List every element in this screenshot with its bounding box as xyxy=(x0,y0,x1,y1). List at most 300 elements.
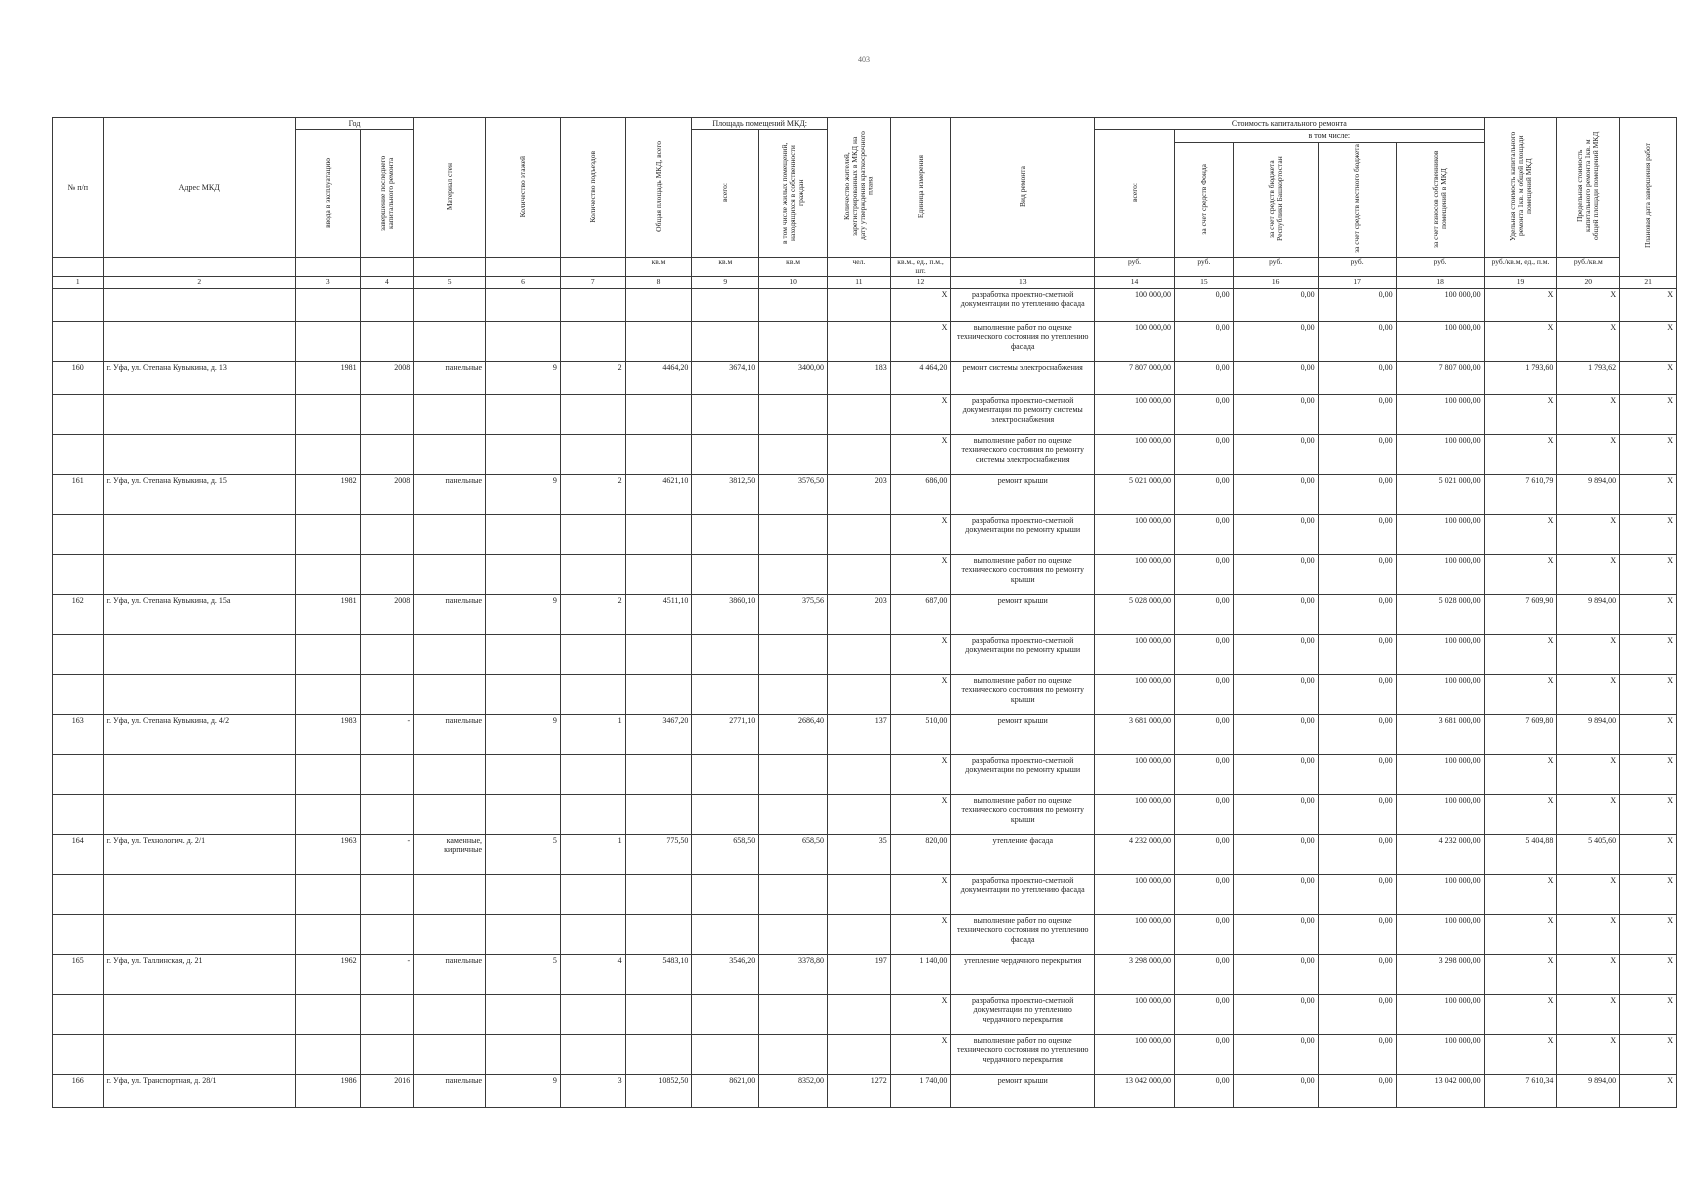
cell-address xyxy=(103,634,295,674)
cell-unit-value: 1 140,00 xyxy=(890,954,951,994)
cell-planned-date: X xyxy=(1620,1034,1677,1074)
cell-year-last-repair: 2016 xyxy=(360,1074,414,1107)
cell-year-commission: 1982 xyxy=(295,474,360,514)
cell-year-last-repair xyxy=(360,554,414,594)
cell-residential-area xyxy=(759,874,828,914)
cell-cost-local: 0,00 xyxy=(1318,754,1396,794)
cell-cost-owners: 100 000,00 xyxy=(1396,994,1484,1034)
cell-row-number xyxy=(53,794,104,834)
cell-residents xyxy=(827,288,890,321)
cell-year-commission: 1981 xyxy=(295,594,360,634)
cell-year-last-repair xyxy=(360,874,414,914)
cell-cost-total: 100 000,00 xyxy=(1095,514,1175,554)
cell-cost-republic: 0,00 xyxy=(1233,594,1318,634)
cell-limit-cost: 9 894,00 xyxy=(1557,474,1620,514)
header-year-commission: ввода в эксплуатацию xyxy=(322,157,332,228)
cell-residential-area: 3576,50 xyxy=(759,474,828,514)
cell-floors xyxy=(486,994,561,1034)
cell-planned-date: X xyxy=(1620,1074,1677,1107)
cell-wall-material: панельные xyxy=(414,474,486,514)
header-specific-cost: Удельная стоимость капитального ремонта 1кв. м общей площади помещений МКД xyxy=(1484,118,1557,258)
cell-residents: 203 xyxy=(827,594,890,634)
cell-cost-local: 0,00 xyxy=(1318,914,1396,954)
cell-address: г. Уфа, ул. Степана Кувыкина, д. 13 xyxy=(103,361,295,394)
cell-row-number xyxy=(53,1034,104,1074)
header-work-type: Вид ремонта xyxy=(951,118,1095,258)
cell-row-number: 161 xyxy=(53,474,104,514)
cell-premises-area: 3812,50 xyxy=(692,474,759,514)
cell-year-commission xyxy=(295,794,360,834)
cell-planned-date: X xyxy=(1620,594,1677,634)
header-planned-date: Плановая дата завершения работ xyxy=(1620,118,1677,277)
cell-unit-value: X xyxy=(890,554,951,594)
cell-address xyxy=(103,1034,295,1074)
cell-cost-fund: 0,00 xyxy=(1175,794,1234,834)
cell-premises-area xyxy=(692,1034,759,1074)
cell-work-type: утепление фасада xyxy=(951,834,1095,874)
cell-cost-total: 100 000,00 xyxy=(1095,794,1175,834)
table-row xyxy=(53,288,1677,321)
cell-specific-cost: 1 793,60 xyxy=(1484,361,1557,394)
cell-work-type: ремонт крыши xyxy=(951,474,1095,514)
cell-year-commission: 1962 xyxy=(295,954,360,994)
cell-year-commission xyxy=(295,994,360,1034)
cell-cost-fund: 0,00 xyxy=(1175,754,1234,794)
cell-residents xyxy=(827,634,890,674)
cell-residents: 35 xyxy=(827,834,890,874)
cell-cost-local: 0,00 xyxy=(1318,394,1396,434)
cell-floors xyxy=(486,394,561,434)
table-row xyxy=(53,361,1677,394)
cell-cost-owners: 100 000,00 xyxy=(1396,288,1484,321)
cell-limit-cost: X xyxy=(1557,514,1620,554)
cell-cost-fund: 0,00 xyxy=(1175,474,1234,514)
cell-entrances xyxy=(560,674,625,714)
cell-wall-material xyxy=(414,321,486,361)
cell-entrances: 2 xyxy=(560,594,625,634)
cell-unit-value: X xyxy=(890,754,951,794)
cell-cost-republic: 0,00 xyxy=(1233,754,1318,794)
cell-premises-area xyxy=(692,994,759,1034)
table-row xyxy=(53,1074,1677,1107)
cell-residents xyxy=(827,674,890,714)
cell-residents xyxy=(827,794,890,834)
cell-wall-material xyxy=(414,434,486,474)
cell-row-number xyxy=(53,754,104,794)
cell-work-type: выполнение работ по оценке технического состояния по утеплению фасада xyxy=(951,321,1095,361)
cell-wall-material xyxy=(414,794,486,834)
cell-year-commission: 1986 xyxy=(295,1074,360,1107)
cell-cost-total: 100 000,00 xyxy=(1095,914,1175,954)
cell-planned-date: X xyxy=(1620,554,1677,594)
cell-planned-date: X xyxy=(1620,394,1677,434)
cell-cost-total: 100 000,00 xyxy=(1095,874,1175,914)
cell-row-number xyxy=(53,394,104,434)
cell-address xyxy=(103,754,295,794)
cell-total-area xyxy=(625,288,692,321)
cell-unit-value: X xyxy=(890,321,951,361)
cell-year-last-repair xyxy=(360,794,414,834)
cell-work-type: разработка проектно-сметной документации по ремонту крыши xyxy=(951,514,1095,554)
cell-work-type: выполнение работ по оценке технического состояния по ремонту крыши xyxy=(951,794,1095,834)
column-numbers-row: 1 2 3 4 5 6 7 8 9 10 11 12 13 14 15 16 17 18 19 20 21 xyxy=(53,277,1677,289)
cell-residents xyxy=(827,321,890,361)
page-number: 403 xyxy=(858,55,870,64)
cell-planned-date: X xyxy=(1620,874,1677,914)
cell-address xyxy=(103,394,295,434)
cell-limit-cost: X xyxy=(1557,954,1620,994)
cell-residential-area xyxy=(759,754,828,794)
cell-address xyxy=(103,914,295,954)
cell-unit-value: X xyxy=(890,794,951,834)
cell-total-area: 4621,10 xyxy=(625,474,692,514)
cell-specific-cost: X xyxy=(1484,794,1557,834)
cell-work-type: выполнение работ по оценке технического состояния по утеплению фасада xyxy=(951,914,1095,954)
cell-residents: 203 xyxy=(827,474,890,514)
cell-cost-owners: 13 042 000,00 xyxy=(1396,1074,1484,1107)
cell-row-number: 162 xyxy=(53,594,104,634)
cell-premises-area: 2771,10 xyxy=(692,714,759,754)
cell-row-number: 164 xyxy=(53,834,104,874)
header-year: Год xyxy=(295,118,413,130)
cell-year-commission xyxy=(295,554,360,594)
table-row xyxy=(53,474,1677,514)
cell-premises-area xyxy=(692,874,759,914)
cell-floors xyxy=(486,321,561,361)
table-row xyxy=(53,714,1677,754)
cell-planned-date: X xyxy=(1620,794,1677,834)
cell-cost-republic: 0,00 xyxy=(1233,954,1318,994)
cell-cost-fund: 0,00 xyxy=(1175,594,1234,634)
cell-cost-owners: 5 028 000,00 xyxy=(1396,594,1484,634)
header-total-area: Общая площадь МКД, всего xyxy=(625,118,692,258)
cell-wall-material: каменные, кирпичные xyxy=(414,834,486,874)
cell-cost-local: 0,00 xyxy=(1318,994,1396,1034)
cell-entrances xyxy=(560,434,625,474)
cell-cost-owners: 3 681 000,00 xyxy=(1396,714,1484,754)
cell-cost-total: 100 000,00 xyxy=(1095,994,1175,1034)
cell-specific-cost: 7 610,79 xyxy=(1484,474,1557,514)
cell-row-number xyxy=(53,914,104,954)
cell-cost-total: 4 232 000,00 xyxy=(1095,834,1175,874)
cell-address: г. Уфа, ул. Транспортная, д. 28/1 xyxy=(103,1074,295,1107)
cell-residents: 197 xyxy=(827,954,890,994)
cell-entrances xyxy=(560,1034,625,1074)
cell-cost-total: 13 042 000,00 xyxy=(1095,1074,1175,1107)
cell-floors xyxy=(486,514,561,554)
cell-cost-local: 0,00 xyxy=(1318,1034,1396,1074)
cell-total-area xyxy=(625,434,692,474)
cell-year-commission xyxy=(295,874,360,914)
cell-specific-cost: X xyxy=(1484,914,1557,954)
cell-residential-area xyxy=(759,914,828,954)
cell-specific-cost: X xyxy=(1484,954,1557,994)
cell-cost-local: 0,00 xyxy=(1318,954,1396,994)
cell-cost-owners: 100 000,00 xyxy=(1396,394,1484,434)
cell-specific-cost: X xyxy=(1484,554,1557,594)
cell-specific-cost: 5 404,88 xyxy=(1484,834,1557,874)
cell-cost-owners: 100 000,00 xyxy=(1396,554,1484,594)
cell-cost-total: 100 000,00 xyxy=(1095,1034,1175,1074)
cell-cost-owners: 100 000,00 xyxy=(1396,434,1484,474)
cell-planned-date: X xyxy=(1620,754,1677,794)
cell-limit-cost: X xyxy=(1557,794,1620,834)
cell-specific-cost: X xyxy=(1484,674,1557,714)
cell-total-area xyxy=(625,994,692,1034)
cell-cost-total: 7 807 000,00 xyxy=(1095,361,1175,394)
table-row xyxy=(53,634,1677,674)
cell-cost-republic: 0,00 xyxy=(1233,794,1318,834)
cell-year-commission xyxy=(295,321,360,361)
cell-cost-owners: 100 000,00 xyxy=(1396,914,1484,954)
header-address: Адрес МКД xyxy=(103,118,295,258)
header-cost-total: всего: xyxy=(1129,183,1139,203)
cell-year-commission xyxy=(295,288,360,321)
cell-unit-value: X xyxy=(890,994,951,1034)
cell-planned-date: X xyxy=(1620,474,1677,514)
cell-residential-area xyxy=(759,634,828,674)
cell-cost-local: 0,00 xyxy=(1318,514,1396,554)
header-entrances: Количество подъездов xyxy=(560,118,625,258)
table-row xyxy=(53,994,1677,1034)
cell-cost-republic: 0,00 xyxy=(1233,834,1318,874)
cell-residential-area: 8352,00 xyxy=(759,1074,828,1107)
header-no: № п/п xyxy=(53,118,104,258)
cell-specific-cost: X xyxy=(1484,874,1557,914)
table-row xyxy=(53,514,1677,554)
cell-work-type: ремонт крыши xyxy=(951,714,1095,754)
cell-premises-area: 3674,10 xyxy=(692,361,759,394)
cell-specific-cost: X xyxy=(1484,288,1557,321)
cell-unit-value: X xyxy=(890,1034,951,1074)
cell-row-number xyxy=(53,434,104,474)
cell-premises-area xyxy=(692,754,759,794)
cell-entrances xyxy=(560,554,625,594)
header-cost-local: за счет средств местного бюджета xyxy=(1352,144,1362,254)
cell-residents: 183 xyxy=(827,361,890,394)
cell-row-number xyxy=(53,554,104,594)
cell-premises-area: 8621,00 xyxy=(692,1074,759,1107)
header-residents: Количество жителей, зарегистрированных в МКД на дату утверждения краткосрочного плана xyxy=(827,118,890,258)
header-year-last-repair: завершение последнего капитального ремонта xyxy=(378,155,395,231)
cell-limit-cost: 5 405,60 xyxy=(1557,834,1620,874)
cell-floors xyxy=(486,914,561,954)
cell-residential-area xyxy=(759,674,828,714)
cell-specific-cost: X xyxy=(1484,634,1557,674)
cell-residents xyxy=(827,754,890,794)
cell-limit-cost: 1 793,62 xyxy=(1557,361,1620,394)
cell-row-number: 165 xyxy=(53,954,104,994)
cell-unit-value: X xyxy=(890,914,951,954)
cell-address: г. Уфа, ул. Степана Кувыкина, д. 4/2 xyxy=(103,714,295,754)
cell-specific-cost: X xyxy=(1484,514,1557,554)
cell-planned-date: X xyxy=(1620,714,1677,754)
cell-year-last-repair: 2008 xyxy=(360,474,414,514)
cell-limit-cost: X xyxy=(1557,874,1620,914)
header-premises-residential: в том числе жилых помещений, находящихся в собственности граждан xyxy=(780,142,806,244)
cell-entrances xyxy=(560,514,625,554)
cell-premises-area: 3860,10 xyxy=(692,594,759,634)
cell-cost-local: 0,00 xyxy=(1318,874,1396,914)
cell-work-type: выполнение работ по оценке технического состояния по утеплению чердачного перекрытия xyxy=(951,1034,1095,1074)
cell-cost-fund: 0,00 xyxy=(1175,554,1234,594)
cell-cost-local: 0,00 xyxy=(1318,674,1396,714)
cell-floors xyxy=(486,674,561,714)
cell-year-commission xyxy=(295,754,360,794)
cell-entrances: 1 xyxy=(560,834,625,874)
cell-premises-area: 3546,20 xyxy=(692,954,759,994)
cell-cost-local: 0,00 xyxy=(1318,834,1396,874)
cell-total-area: 5483,10 xyxy=(625,954,692,994)
cell-address xyxy=(103,674,295,714)
cell-work-type: ремонт системы электроснабжения xyxy=(951,361,1095,394)
cell-unit-value: X xyxy=(890,514,951,554)
cell-year-last-repair xyxy=(360,674,414,714)
cell-cost-republic: 0,00 xyxy=(1233,361,1318,394)
cell-floors xyxy=(486,794,561,834)
cell-total-area xyxy=(625,914,692,954)
cell-planned-date: X xyxy=(1620,634,1677,674)
cell-work-type: ремонт крыши xyxy=(951,1074,1095,1107)
cell-residents: 137 xyxy=(827,714,890,754)
cell-premises-area xyxy=(692,634,759,674)
cell-cost-owners: 100 000,00 xyxy=(1396,634,1484,674)
cell-premises-area xyxy=(692,914,759,954)
cell-cost-total: 5 021 000,00 xyxy=(1095,474,1175,514)
cell-row-number xyxy=(53,874,104,914)
header-cost-fund: за счет средств Фонда xyxy=(1198,163,1208,235)
cell-specific-cost: X xyxy=(1484,321,1557,361)
cell-cost-fund: 0,00 xyxy=(1175,994,1234,1034)
cell-cost-total: 3 681 000,00 xyxy=(1095,714,1175,754)
cell-premises-area xyxy=(692,434,759,474)
cell-year-last-repair xyxy=(360,394,414,434)
cell-cost-local: 0,00 xyxy=(1318,794,1396,834)
cell-unit-value: 510,00 xyxy=(890,714,951,754)
cell-floors xyxy=(486,554,561,594)
cell-limit-cost: X xyxy=(1557,288,1620,321)
cell-entrances xyxy=(560,794,625,834)
header-incl: в том числе: xyxy=(1175,130,1485,142)
cell-limit-cost: 9 894,00 xyxy=(1557,594,1620,634)
cell-floors: 9 xyxy=(486,361,561,394)
cell-residential-area: 2686,40 xyxy=(759,714,828,754)
cell-limit-cost: X xyxy=(1557,1034,1620,1074)
cell-cost-owners: 7 807 000,00 xyxy=(1396,361,1484,394)
cell-floors: 5 xyxy=(486,834,561,874)
cell-cost-republic: 0,00 xyxy=(1233,474,1318,514)
cell-planned-date: X xyxy=(1620,914,1677,954)
cell-entrances xyxy=(560,874,625,914)
cell-total-area: 10852,50 xyxy=(625,1074,692,1107)
cell-cost-total: 3 298 000,00 xyxy=(1095,954,1175,994)
cell-address: г. Уфа, ул. Степана Кувыкина, д. 15а xyxy=(103,594,295,634)
cell-limit-cost: X xyxy=(1557,994,1620,1034)
cell-residential-area xyxy=(759,514,828,554)
cell-premises-area xyxy=(692,514,759,554)
cell-limit-cost: X xyxy=(1557,674,1620,714)
cell-total-area xyxy=(625,874,692,914)
cell-limit-cost: X xyxy=(1557,754,1620,794)
cell-residential-area: 3378,80 xyxy=(759,954,828,994)
cell-total-area xyxy=(625,554,692,594)
cell-cost-owners: 100 000,00 xyxy=(1396,1034,1484,1074)
cell-limit-cost: 9 894,00 xyxy=(1557,714,1620,754)
units-row: кв.м кв.м кв.м чел. кв.м., ед., п.м., шт. руб. руб. руб. руб. руб. руб./кв.м, ед., п.м. руб./кв.м xyxy=(53,258,1677,277)
cell-entrances xyxy=(560,754,625,794)
cell-cost-owners: 100 000,00 xyxy=(1396,874,1484,914)
cell-residents xyxy=(827,874,890,914)
cell-cost-republic: 0,00 xyxy=(1233,1034,1318,1074)
cell-year-last-repair xyxy=(360,634,414,674)
cell-total-area xyxy=(625,634,692,674)
cell-cost-fund: 0,00 xyxy=(1175,634,1234,674)
cell-premises-area: 658,50 xyxy=(692,834,759,874)
cell-floors: 9 xyxy=(486,714,561,754)
cell-planned-date: X xyxy=(1620,361,1677,394)
cell-address xyxy=(103,794,295,834)
cell-year-commission xyxy=(295,394,360,434)
cell-entrances: 2 xyxy=(560,361,625,394)
cell-total-area: 4511,10 xyxy=(625,594,692,634)
table-row xyxy=(53,754,1677,794)
cell-specific-cost: X xyxy=(1484,434,1557,474)
cell-wall-material: панельные xyxy=(414,1074,486,1107)
cell-residents xyxy=(827,434,890,474)
header-limit-cost: Предельная стоимость капитального ремонта 1кв. м общей площади помещений МКД xyxy=(1557,118,1620,258)
cell-cost-local: 0,00 xyxy=(1318,714,1396,754)
table-row xyxy=(53,794,1677,834)
cell-specific-cost: X xyxy=(1484,994,1557,1034)
cell-unit-value: X xyxy=(890,874,951,914)
cell-address: г. Уфа, ул. Технологич. д. 2/1 xyxy=(103,834,295,874)
cell-cost-republic: 0,00 xyxy=(1233,914,1318,954)
cell-unit-value: 820,00 xyxy=(890,834,951,874)
cell-wall-material xyxy=(414,554,486,594)
cell-cost-fund: 0,00 xyxy=(1175,1074,1234,1107)
cell-floors xyxy=(486,288,561,321)
cell-specific-cost: 7 609,80 xyxy=(1484,714,1557,754)
header-cost-republic: за счет средств бюджета Республики Башкортостан xyxy=(1266,156,1284,242)
cell-year-last-repair xyxy=(360,288,414,321)
cell-cost-republic: 0,00 xyxy=(1233,634,1318,674)
cell-premises-area xyxy=(692,674,759,714)
header-row-1 xyxy=(53,118,1677,130)
cell-cost-total: 100 000,00 xyxy=(1095,554,1175,594)
cell-address xyxy=(103,554,295,594)
cell-cost-republic: 0,00 xyxy=(1233,321,1318,361)
table-row xyxy=(53,434,1677,474)
cell-cost-total: 5 028 000,00 xyxy=(1095,594,1175,634)
cell-entrances: 4 xyxy=(560,954,625,994)
cell-cost-republic: 0,00 xyxy=(1233,554,1318,594)
cell-cost-local: 0,00 xyxy=(1318,554,1396,594)
cell-cost-total: 100 000,00 xyxy=(1095,434,1175,474)
cell-planned-date: X xyxy=(1620,954,1677,994)
cell-planned-date: X xyxy=(1620,674,1677,714)
cell-cost-fund: 0,00 xyxy=(1175,361,1234,394)
cell-cost-owners: 100 000,00 xyxy=(1396,794,1484,834)
cell-wall-material: панельные xyxy=(414,361,486,394)
cell-limit-cost: X xyxy=(1557,394,1620,434)
cell-residents xyxy=(827,394,890,434)
cell-cost-total: 100 000,00 xyxy=(1095,394,1175,434)
cell-residents xyxy=(827,1034,890,1074)
cell-cost-republic: 0,00 xyxy=(1233,514,1318,554)
cell-unit-value: X xyxy=(890,674,951,714)
cell-cost-total: 100 000,00 xyxy=(1095,288,1175,321)
cell-cost-owners: 5 021 000,00 xyxy=(1396,474,1484,514)
